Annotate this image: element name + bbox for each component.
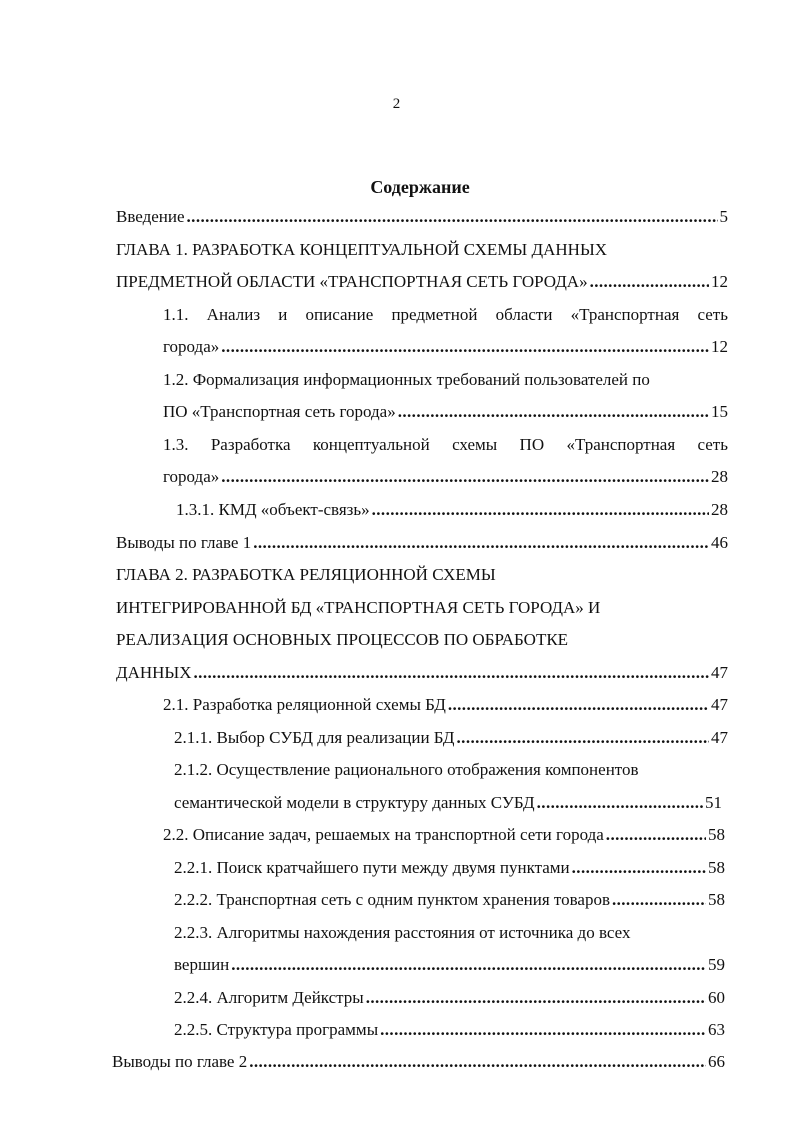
toc-entry-section-2-2-1 [174,858,725,878]
toc-chapter-2-line-3: РЕАЛИЗАЦИЯ ОСНОВНЫХ ПРОЦЕССОВ ПО ОБРАБОТКЕ [116,630,569,649]
toc-entry-page: 12 [711,272,728,291]
toc-entry-text: 1.3.1. КМД «объект-связь» [176,500,370,519]
toc-entry-text: семантической модели в структуру данных СУБД [174,793,535,812]
toc-entry-page: 47 [711,663,728,682]
toc-entry-section-2-1 [163,695,728,715]
toc-entry-text: ПРЕДМЕТНОЙ ОБЛАСТИ «ТРАНСПОРТНАЯ СЕТЬ ГОРОДА» [116,272,588,291]
toc-entry-text: 2.1. Разработка реляционной схемы БД [163,695,446,714]
toc-leader-dots [380,1020,706,1040]
toc-entry-section-2-2-5 [174,1020,725,1040]
toc-entry-page: 58 [708,825,725,844]
toc-entry-page: 15 [711,402,728,421]
toc-entry-text: ДАННЫХ [116,663,192,682]
toc-entry-text: 2.1.1. Выбор СУБД для реализации БД [174,728,455,747]
toc-entry-text: ПО «Транспортная сеть города» [163,402,396,421]
toc-entry-section-2-2-2 [174,890,725,910]
toc-leader-dots [590,272,709,292]
toc-entry-page: 58 [708,858,725,877]
toc-entry-text: 2.2. Описание задач, решаемых на транспортной сети города [163,825,604,844]
toc-entry-intro [116,207,728,227]
toc-entry-text: 2.2.2. Транспортная сеть с одним пунктом хранения товаров [174,890,610,909]
toc-entry-page: 28 [711,500,728,519]
toc-entry-section-1-1 [163,337,728,357]
toc-leader-dots [606,825,706,845]
toc-section-2-2-3-line: 2.2.3. Алгоритмы нахождения расстояния от источника до всех [174,923,631,942]
toc-entry-section-2-2-4 [174,988,725,1008]
toc-entry-page: 59 [708,955,725,974]
toc-section-1-1-line: 1.1. Анализ и описание предметной области «Транспортная сеть [163,305,728,324]
toc-entry-section-1-3-1 [176,500,728,520]
toc-entry-text: Выводы по главе 1 [116,533,252,552]
toc-entry-section-2-1-2 [174,793,722,813]
toc-section-1-3-line: 1.3. Разработка концептуальной схемы ПО «Транспортная сеть [163,435,728,454]
toc-leader-dots [249,1052,706,1072]
toc-chapter-2-line-2: ИНТЕГРИРОВАННОЙ БД «ТРАНСПОРТНАЯ СЕТЬ ГОРОДА» И [116,598,601,617]
toc-entry-text: Выводы по главе 2 [112,1052,248,1071]
toc-entry-conclusions-2 [112,1052,725,1072]
toc-entry-chapter-2 [116,663,728,683]
toc-leader-dots [187,207,718,227]
toc-entry-text: Введение [116,207,185,226]
toc-chapter-2-line-1: ГЛАВА 2. РАЗРАБОТКА РЕЛЯЦИОННОЙ СХЕМЫ [116,565,496,584]
toc-entry-text: 2.2.4. Алгоритм Дейкстры [174,988,364,1007]
toc-entry-page: 51 [705,793,722,812]
toc-entry-page: 12 [711,337,728,356]
toc-leader-dots [448,695,709,715]
toc-entry-page: 28 [711,467,728,486]
toc-entry-section-1-3 [163,467,728,487]
page-number: 2 [392,96,401,112]
toc-entry-page: 47 [711,728,728,747]
toc-leader-dots [572,858,706,878]
toc-entry-chapter-1 [116,272,728,292]
toc-entry-text: вершин [174,955,230,974]
toc-entry-text: 2.2.5. Структура программы [174,1020,379,1039]
toc-entry-page: 63 [708,1020,725,1039]
toc-leader-dots [372,500,709,520]
toc-title: Содержание [370,177,470,197]
toc-leader-dots [231,955,706,975]
toc-leader-dots [221,337,709,357]
toc-entry-conclusions-1 [116,533,728,553]
toc-section-2-1-2-line: 2.1.2. Осуществление рационального отображения компонентов [174,760,639,779]
toc-leader-dots [612,890,706,910]
toc-entry-text: города» [163,337,220,356]
toc-leader-dots [221,467,709,487]
toc-leader-dots [194,663,709,683]
toc-entry-section-1-2 [163,402,728,422]
toc-entry-page: 46 [711,533,728,552]
toc-entry-page: 66 [708,1052,725,1071]
toc-leader-dots [398,402,709,422]
toc-leader-dots [537,793,703,813]
toc-entry-section-2-2 [163,825,725,845]
toc-leader-dots [253,533,709,553]
toc-entry-page: 58 [708,890,725,909]
toc-section-1-2-line: 1.2. Формализация информационных требований пользователей по [163,370,650,389]
toc-entry-section-2-2-3 [174,955,725,975]
toc-entry-page: 47 [711,695,728,714]
toc-entry-section-2-1-1 [174,728,728,748]
toc-leader-dots [366,988,706,1008]
toc-entry-page: 5 [719,207,728,226]
toc-entry-text: города» [163,467,220,486]
toc-leader-dots [457,728,709,748]
toc-chapter-1-line: ГЛАВА 1. РАЗРАБОТКА КОНЦЕПТУАЛЬНОЙ СХЕМЫ ДАННЫХ [116,240,608,259]
toc-entry-text: 2.2.1. Поиск кратчайшего пути между двумя пунктами [174,858,570,877]
toc-entry-page: 60 [708,988,725,1007]
